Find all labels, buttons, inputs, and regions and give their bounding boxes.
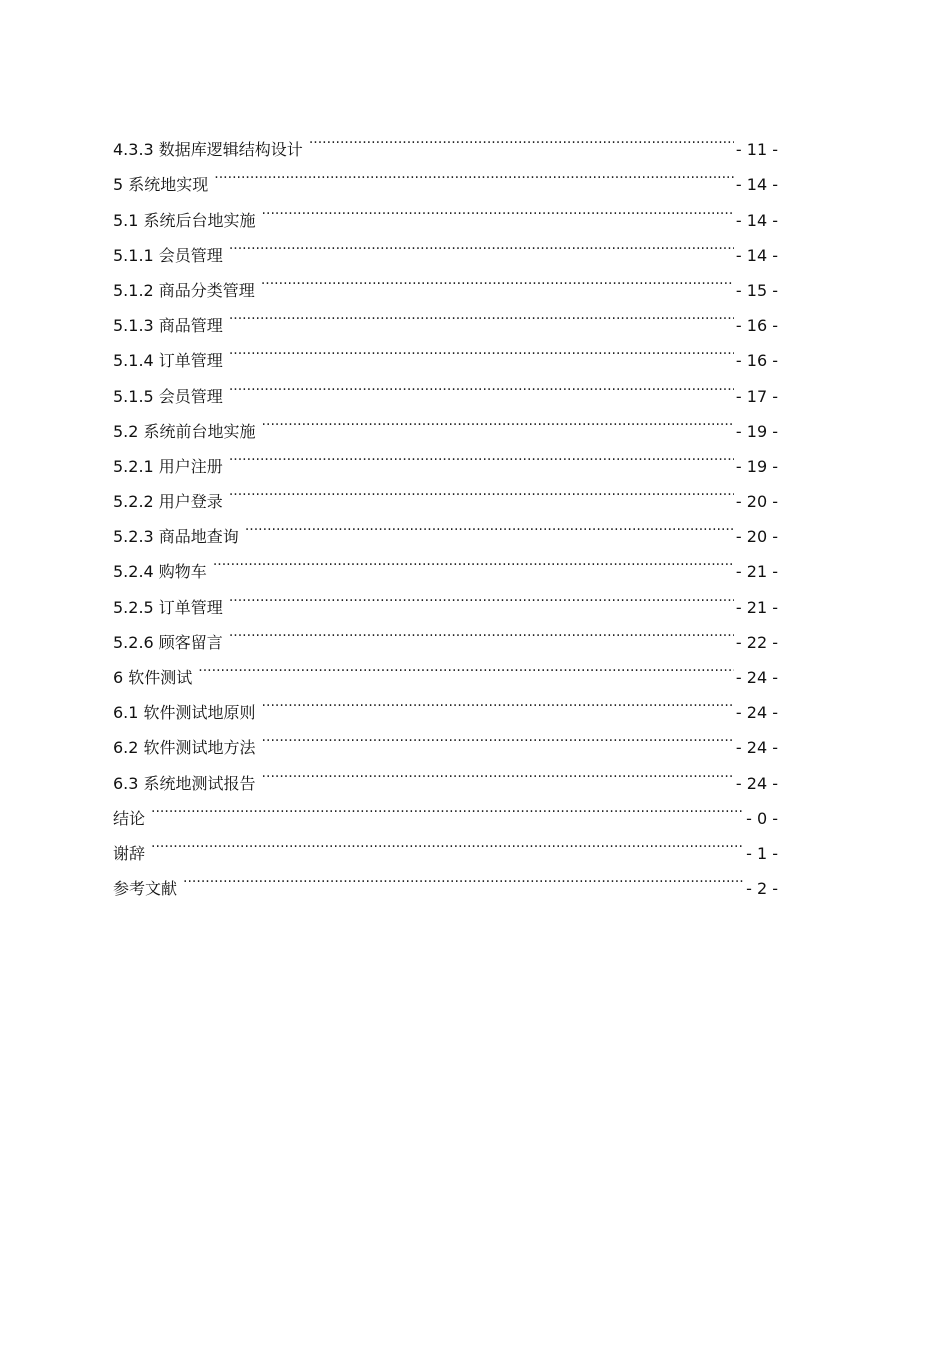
- toc-entry-page: - 17 -: [735, 386, 778, 406]
- toc-entry-page: - 24 -: [735, 703, 778, 723]
- toc-entry-title: 6 软件测试: [113, 668, 193, 687]
- toc-entry-title: 结论: [113, 808, 146, 828]
- toc-entry-title: 5.2.6 顾客留言: [113, 632, 223, 652]
- toc-dot-leader: [245, 507, 734, 542]
- toc-entry-page: - 24 -: [735, 773, 778, 793]
- toc-entry-title: 5.2.4 购物车: [113, 562, 207, 582]
- toc-dot-leader: [229, 331, 734, 366]
- toc-entry-page: - 21 -: [735, 597, 778, 617]
- toc-entry: [113, 542, 778, 582]
- toc-entry-page: - 1 -: [746, 843, 778, 863]
- toc-entry-page: - 24 -: [735, 738, 778, 758]
- toc-dot-leader: [229, 472, 734, 507]
- toc-entry: [113, 859, 778, 899]
- toc-dot-leader: [262, 402, 734, 437]
- toc-entry-title: 5.1.2 商品分类管理: [113, 280, 255, 300]
- toc-dot-leader: [151, 824, 744, 859]
- toc-entry-page: - 14 -: [735, 175, 778, 195]
- toc-dot-leader: [262, 190, 734, 225]
- table-of-contents: [113, 120, 778, 899]
- toc-entry-page: - 20 -: [735, 492, 778, 512]
- toc-dot-leader: [261, 261, 734, 296]
- toc-entry-title: 6.2 软件测试地方法: [113, 738, 256, 758]
- toc-dot-leader: [262, 753, 734, 788]
- toc-dot-leader: [229, 613, 734, 648]
- toc-dot-leader: [213, 542, 734, 577]
- toc-dot-leader: [262, 683, 734, 718]
- toc-entry-page: - 14 -: [735, 210, 778, 230]
- toc-entry-page: - 15 -: [735, 280, 778, 300]
- toc-entry-page: - 19 -: [735, 456, 778, 476]
- toc-entry-title: 5.1.4 订单管理: [113, 351, 223, 371]
- toc-dot-leader: [229, 226, 734, 261]
- toc-entry-title: 5 系统地实现: [113, 175, 209, 195]
- toc-entry-title: 5.2 系统前台地实施: [113, 421, 256, 441]
- toc-dot-leader: [198, 648, 734, 683]
- toc-entry-title: 5.1.3 商品管理: [113, 316, 223, 336]
- toc-dot-leader: [229, 296, 734, 331]
- toc-dot-leader: [183, 859, 744, 894]
- toc-entry: [113, 683, 778, 723]
- toc-dot-leader: [309, 120, 734, 155]
- toc-entry-title: 5.2.3 商品地查询: [113, 527, 239, 547]
- toc-entry-page: - 16 -: [735, 316, 778, 336]
- toc-entry-page: - 22 -: [735, 632, 778, 652]
- toc-entry-title: 5.2.1 用户注册: [113, 456, 223, 476]
- toc-entry-title: 参考文献: [113, 879, 178, 899]
- toc-entry: [113, 824, 778, 863]
- toc-entry-title: 4.3.3 数据库逻辑结构设计: [113, 140, 303, 160]
- toc-entry-title: 5.2.2 用户登录: [113, 492, 223, 512]
- toc-entry-page: - 0 -: [746, 808, 778, 828]
- toc-entry: [113, 120, 778, 160]
- toc-entry: [113, 648, 778, 687]
- toc-entry-page: - 14 -: [735, 245, 778, 265]
- toc-dot-leader: [229, 437, 734, 472]
- toc-dot-leader: [229, 366, 734, 401]
- toc-entry-title: 谢辞: [113, 843, 146, 863]
- toc-entry-page: - 11 -: [735, 140, 778, 160]
- toc-entry-title: 5.1.1 会员管理: [113, 245, 223, 265]
- toc-entry-page: - 24 -: [735, 668, 778, 687]
- toc-entry-page: - 16 -: [735, 351, 778, 371]
- toc-dot-leader: [262, 718, 734, 753]
- toc-entry-page: - 19 -: [735, 421, 778, 441]
- toc-entry-title: 5.1.5 会员管理: [113, 386, 223, 406]
- toc-dot-leader: [214, 155, 734, 190]
- toc-entry-title: 6.1 软件测试地原则: [113, 703, 256, 723]
- toc-entry-page: - 20 -: [735, 527, 778, 547]
- toc-dot-leader: [151, 789, 744, 824]
- toc-entry-page: - 21 -: [735, 562, 778, 582]
- toc-dot-leader: [229, 577, 734, 612]
- toc-entry-title: 6.3 系统地测试报告: [113, 773, 256, 793]
- toc-entry-title: 5.1 系统后台地实施: [113, 210, 256, 230]
- toc-entry-title: 5.2.5 订单管理: [113, 597, 223, 617]
- toc-entry: [113, 789, 778, 828]
- toc-entry-page: - 2 -: [746, 879, 778, 899]
